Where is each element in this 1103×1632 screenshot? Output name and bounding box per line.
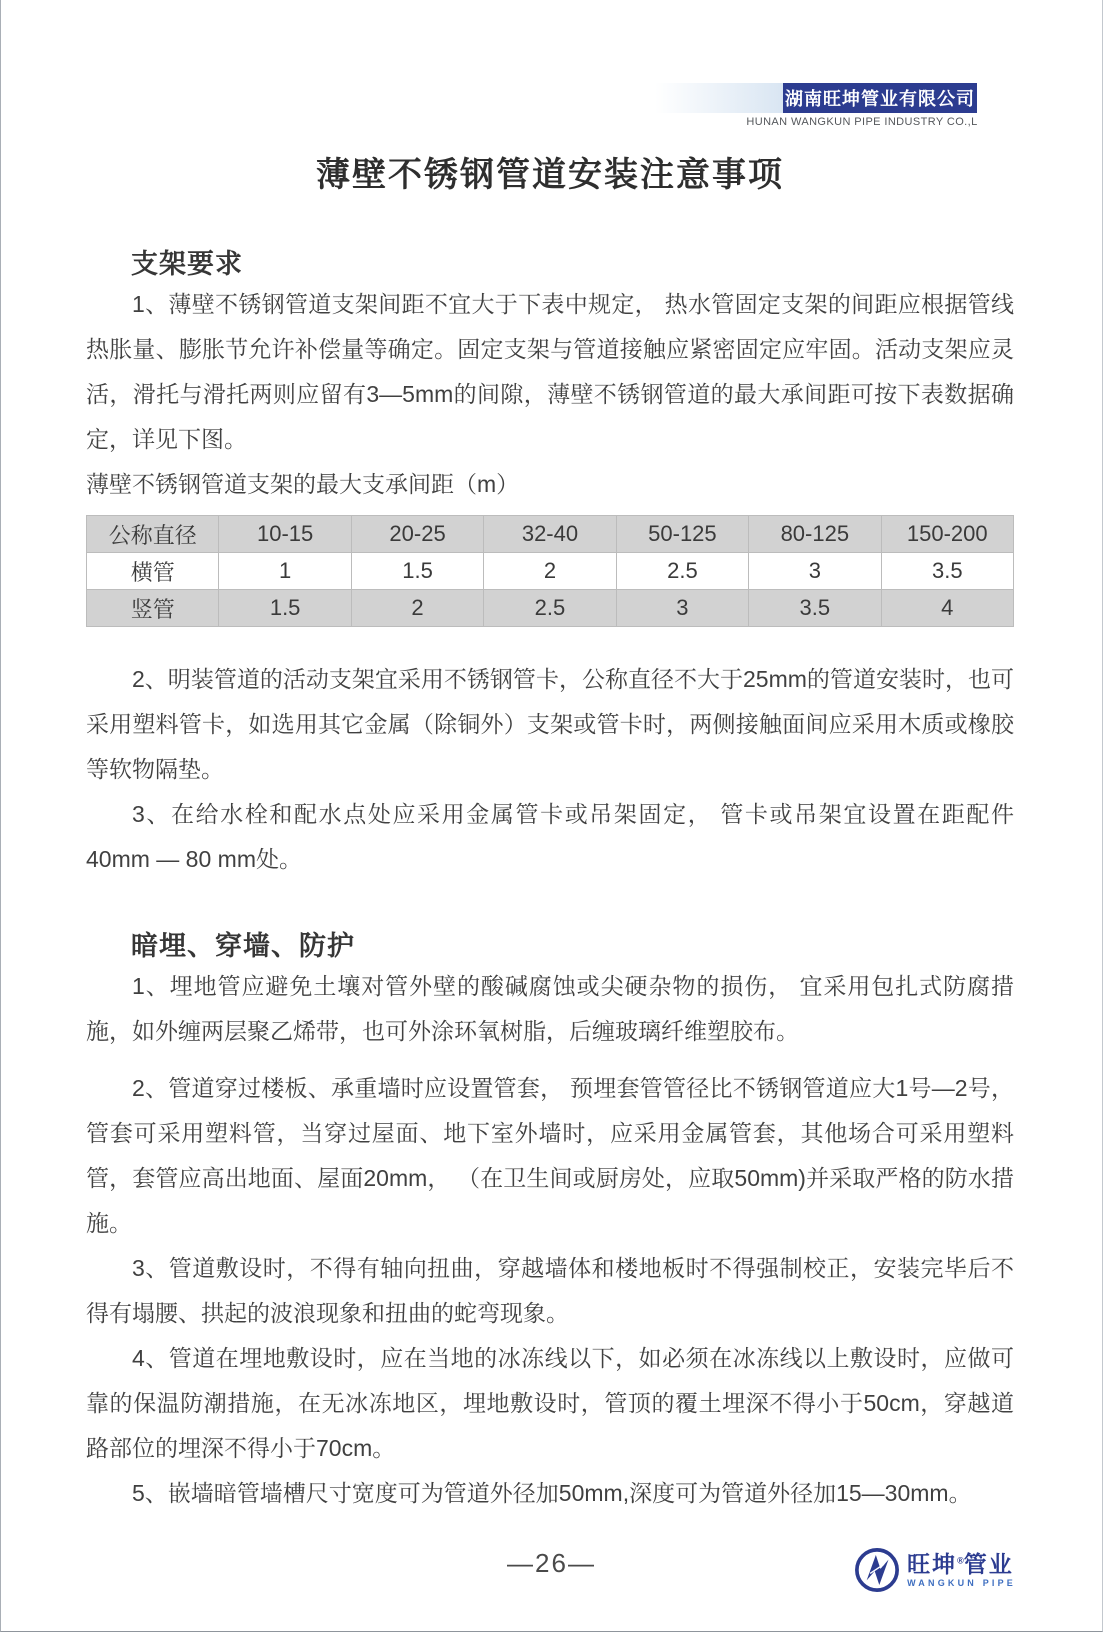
company-name-en: HUNAN WANGKUN PIPE INDUSTRY CO.,L	[746, 116, 978, 128]
table-header-cell: 公称直径	[87, 516, 219, 553]
footer-logo	[854, 1547, 1016, 1593]
table-cell: 3.5	[881, 553, 1013, 590]
page-number: —26—	[507, 1548, 596, 1578]
footer-logo-text	[907, 1550, 1016, 1588]
table-cell: 2	[351, 590, 483, 627]
table-header-row	[87, 516, 1014, 553]
support-paragraph-2: 2、明装管道的活动支架宜采用不锈钢管卡，公称直径不大于25mm的管道安装时，也可采用塑料管卡，如选用其它金属（除铜外）支架或管卡时，两侧接触面间应采用木质或橡胶等软物隔垫。	[86, 666, 1014, 782]
table-cell: 1.5	[351, 553, 483, 590]
support-spacing-table	[86, 515, 1014, 627]
table-header-cell: 150-200	[881, 516, 1013, 553]
table-cell: 1	[219, 553, 351, 590]
burial-paragraph-3: 3、管道敷设时，不得有轴向扭曲，穿越墙体和楼地板时不得强制校正，安装完毕后不得有塌腰、拱起的波浪现象和扭曲的蛇弯现象。	[86, 1255, 1014, 1326]
table-header-cell: 20-25	[351, 516, 483, 553]
table-header-cell: 80-125	[749, 516, 881, 553]
company-name-cn: 湖南旺坤管业有限公司	[785, 89, 975, 109]
table-row-vertical-pipe	[87, 590, 1014, 627]
burial-paragraph-2: 2、管道穿过楼板、承重墙时应设置管套， 预埋套管管径比不锈钢管道应大1号—2号，管套可采用塑料管，当穿过屋面、地下室外墙时，应采用金属管套，其他场合可采用塑料管，套管应高出地面、屋面20mm， （在卫生间或厨房处，应取50mm)并采取严格的防水措施。	[86, 1075, 1014, 1236]
table-header-cell: 32-40	[484, 516, 616, 553]
footer-logo-en: WANGKUN PIPE	[907, 1577, 1016, 1588]
support-paragraph-1: 1、薄壁不锈钢管道支架间距不宜大于下表中规定， 热水管固定支架的间距应根据管线热胀量、膨胀节允许补偿量等确定。固定支架与管道接触应紧密固定应牢固。活动支架应灵活，滑托与滑托两则应留有3—5mm的间隙，薄壁不锈钢管道的最大承间距可按下表数据确定，详见下图。	[86, 291, 1014, 452]
table-cell: 4	[881, 590, 1013, 627]
page-title: 薄壁不锈钢管道安装注意事项	[316, 156, 784, 194]
section-heading-burial: 暗埋、穿墙、防护	[131, 931, 355, 961]
section-heading-support: 支架要求	[131, 249, 243, 279]
table-header-cell: 10-15	[219, 516, 351, 553]
table-caption: 薄壁不锈钢管道支架的最大支承间距（m）	[86, 471, 520, 497]
burial-paragraph-1: 1、埋地管应避免土壤对管外壁的酸碱腐蚀或尖硬杂物的损伤， 宜采用包扎式防腐措施，如外缠两层聚乙烯带，也可外涂环氧树脂，后缠玻璃纤维塑胶布。	[86, 973, 1014, 1044]
table-header-cell: 50-125	[616, 516, 748, 553]
table-cell: 3	[749, 553, 881, 590]
table-cell: 2.5	[616, 553, 748, 590]
table-cell: 3.5	[749, 590, 881, 627]
table-cell: 2	[484, 553, 616, 590]
document-content	[1, 0, 1102, 1516]
footer-logo-cn: 旺坤®管业	[907, 1550, 1014, 1577]
support-paragraph-3: 3、在给水栓和配水点处应采用金属管卡或吊架固定， 管卡或吊架宜设置在距配件40mm — 80 mm处。	[86, 801, 1014, 872]
table-cell: 2.5	[484, 590, 616, 627]
table-cell: 1.5	[219, 590, 351, 627]
row-label-cell: 竖管	[87, 590, 219, 627]
header-gradient-strip	[655, 83, 785, 113]
table-row-horizontal-pipe	[87, 553, 1014, 590]
table-cell: 3	[616, 590, 748, 627]
wangkun-emblem-icon	[854, 1547, 900, 1593]
burial-paragraph-4: 4、管道在埋地敷设时，应在当地的冰冻线以下，如必须在冰冻线以上敷设时，应做可靠的保温防潮措施，在无冰冻地区，埋地敷设时，管顶的覆土埋深不得小于50cm，穿越道路部位的埋深不得小于70cm。	[86, 1345, 1014, 1461]
registered-mark: ®	[957, 1554, 964, 1565]
row-label-cell: 横管	[87, 553, 219, 590]
burial-paragraph-5: 5、嵌墙暗管墙槽尺寸宽度可为管道外径加50mm,深度可为管道外径加15—30mm。	[132, 1480, 972, 1506]
company-name-banner	[783, 83, 977, 113]
